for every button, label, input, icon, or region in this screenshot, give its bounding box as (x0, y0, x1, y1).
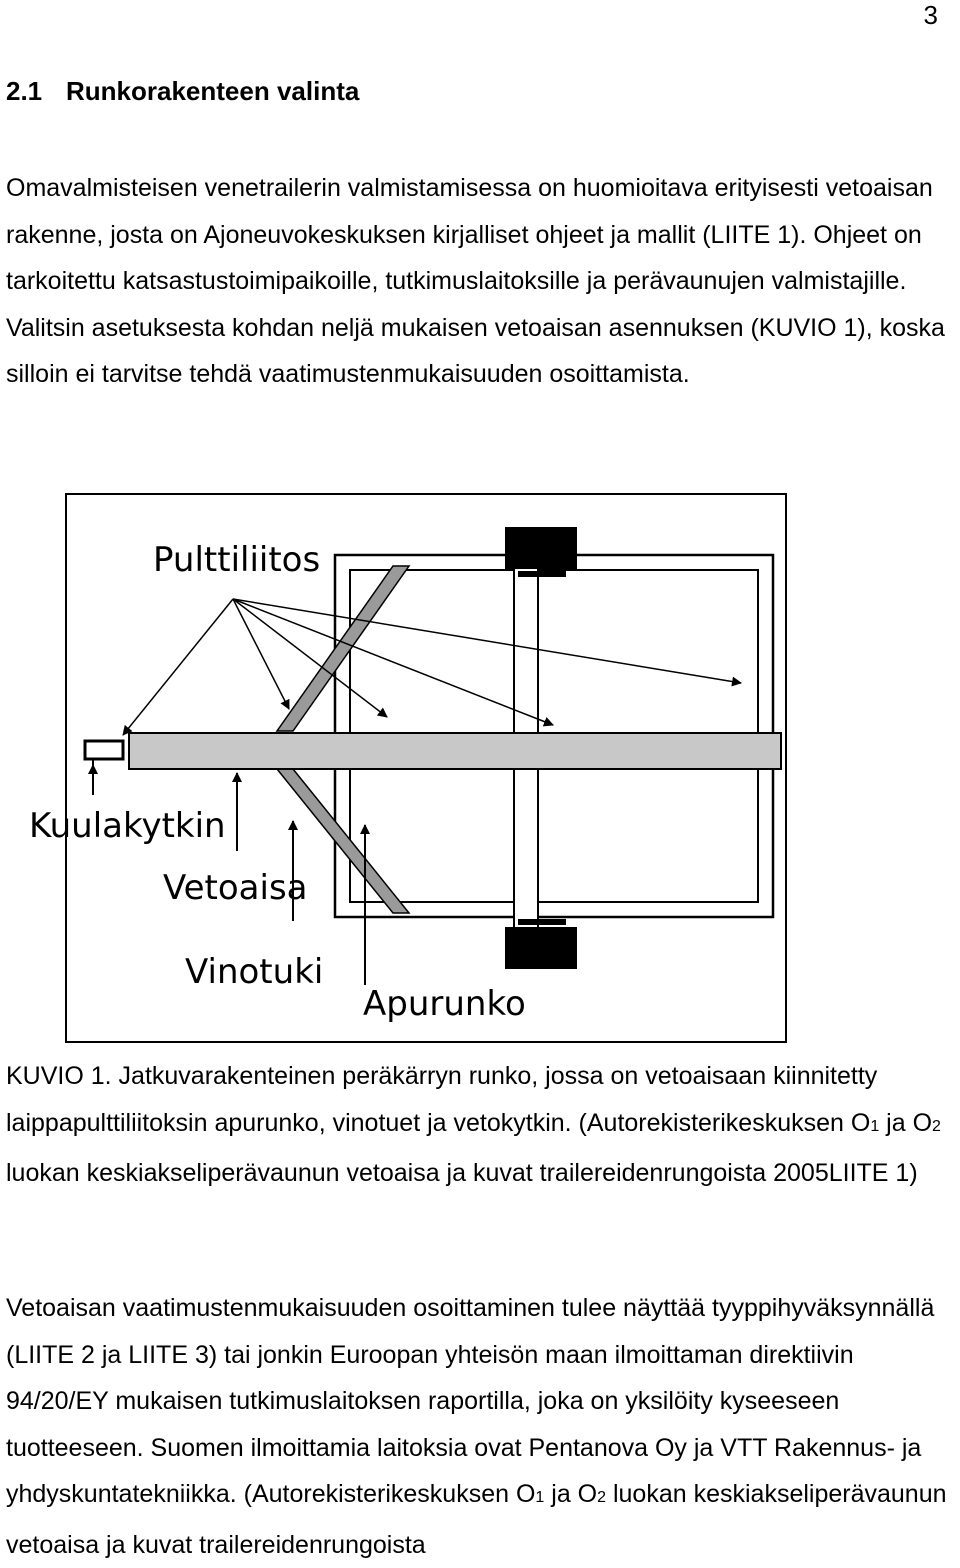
label-pulttiliitos: Pulttiliitos (153, 540, 321, 580)
section-number: 2.1 (6, 76, 43, 106)
caption-text-2: ja O (879, 1108, 933, 1137)
wheel-top (505, 527, 577, 569)
paragraph2-text-1: Vetoaisan vaatimustenmukaisuuden osoittaminen tulee näyttää tyyppihyväksynnällä (LIITE 2 ja LIITE 3) tai jonkin Euroopan yhteisön maan ilmoittaman direktiivin 94/20/EY mukaisen tutkimuslaitoksen raportilla, joka on yksilöity kyseeseen tuotteeseen. Suomen ilmoittamia laitoksia ovat Pentanova Oy ja VTT Rakennus- ja yhdyskuntatekniikka. (Autorekisterikeskuksen O (6, 1294, 935, 1508)
paragraph-intro: Omavalmisteisen venetrailerin valmistamisessa on huomioitava erityisesti vetoaisan rakenne, josta on Ajoneuvokeskuksen kirjalliset ohjeet ja mallit (LIITE 1). Ohjeet on tarkoitettu katsastustoimipaikoille, tutkimuslaitoksille ja perävaunujen valmistajille. Valitsin asetuksesta kohdan neljä mukaisen vetoaisan asennuksen (KUVIO 1), koska silloin ei tarvitse tehdä vaatimustenmukaisuuden osoittamista. (6, 174, 945, 388)
drawbar (129, 733, 781, 769)
label-kuulakytkin: Kuulakytkin (29, 806, 226, 846)
paragraph-conformity (6, 1285, 956, 1568)
caption-subscript-1: 1 (870, 1117, 880, 1135)
page-number: 3 (923, 0, 938, 30)
label-vetoaisa: Vetoaisa (163, 868, 308, 908)
paragraph2-subscript-1: 1 (535, 1489, 545, 1506)
section-heading (6, 76, 359, 107)
figure-trailer-frame (29, 493, 787, 1043)
label-apurunko: Apurunko (363, 984, 526, 1024)
paragraph2-subscript-2: 2 (597, 1489, 607, 1506)
wheel-bottom (505, 927, 577, 969)
wheel-bottom-hub (518, 919, 566, 925)
wheel-top-hub (518, 571, 566, 577)
label-vinotuki: Vinotuki (185, 952, 324, 992)
caption-text-1: KUVIO 1. Jatkuvarakenteinen peräkärryn runko, jossa on vetoaisaan kiinnitetty laippapulttiliitoksin apurunko, vinotuet ja vetokytkin. (Autorekisterikeskuksen O (6, 1062, 878, 1137)
section-title: Runkorakenteen valinta (66, 76, 360, 106)
caption-text-3: luokan keskiakseliperävaunun vetoaisa ja kuvat trailereidenrungoista 2005LIITE 1) (6, 1159, 918, 1187)
figure-caption (6, 1053, 956, 1197)
ball-coupling (85, 741, 123, 759)
trailer-frame-diagram (29, 495, 785, 1041)
paragraph2-text-3: luokan keskiakseliperävaunun vetoaisa ja kuvat trailereidenrungoista (6, 1480, 947, 1559)
paragraph2-text-2: ja O (544, 1480, 598, 1508)
caption-subscript-2: 2 (932, 1117, 941, 1135)
pulttiliitos-pointers (123, 599, 741, 735)
